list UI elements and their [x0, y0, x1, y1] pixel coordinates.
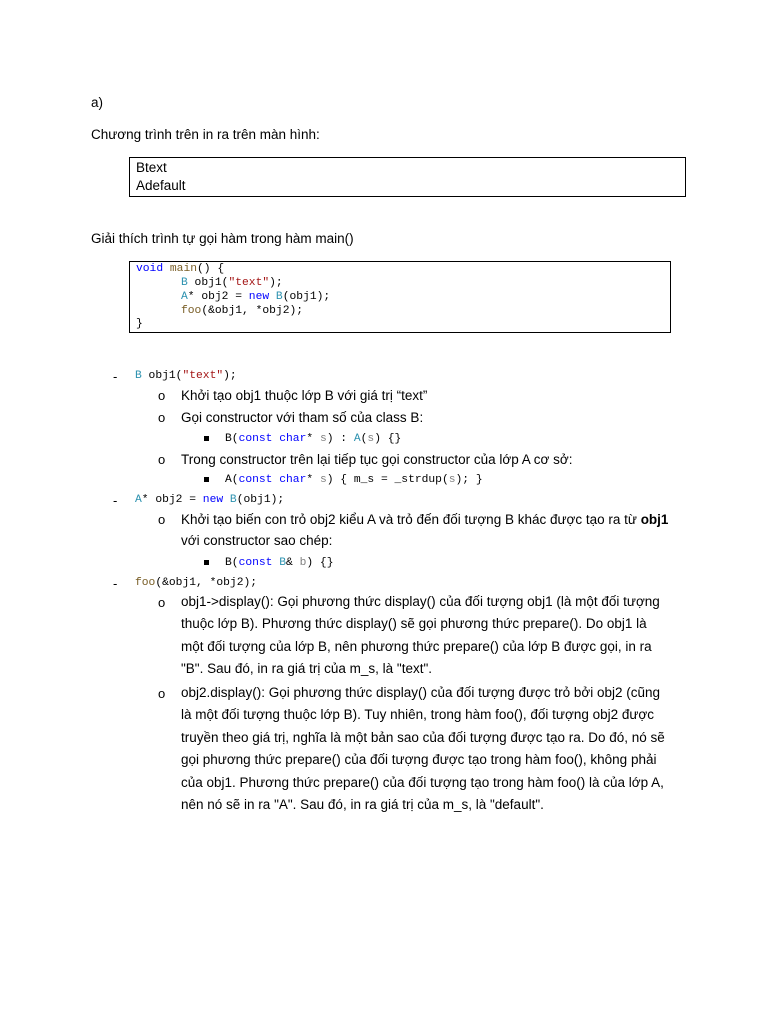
dash-bullet: - — [113, 493, 118, 508]
item2-sub1-code: B(const B& b) {} — [225, 557, 334, 569]
circle-bullet: o — [158, 452, 166, 467]
code-line-1: void main() { — [136, 263, 225, 275]
square-bullet — [204, 560, 209, 565]
item1-code: B obj1("text"); — [135, 370, 237, 382]
item2-sub1: Khởi tạo biến con trỏ obj2 kiểu A và trỏ đến đối tượng B khác được tạo ra từ obj1 — [181, 512, 669, 527]
item3-code: foo(&obj1, *obj2); — [135, 577, 258, 589]
circle-bullet: o — [158, 512, 166, 527]
circle-bullet: o — [158, 388, 166, 403]
item1-sub2: Gọi constructor với tham số của class B: — [181, 410, 424, 425]
item3-sub2: obj2.display(): Gọi phương thức display() của đối tượng được trỏ bởi obj2 (cũng là một đối tượng thuộc lớp B). Tuy nhiên, trong hàm foo(), đối tượng obj2 được truyền theo giá trị, nghĩa là một bản sao của đối tượng được tạo ra. Do đó, nó sẽ gọi phương thức prepare() của đối tượng được tạo trong hàm foo(), không phải của obj1. Phương thức prepare() của đối tượng tạo trong hàm foo() là của lớp A, nên nó sẽ in ra "A". Sau đó, in ra giá trị của m_s, là "default". — [181, 685, 665, 813]
output-intro: Chương trình trên in ra trên màn hình: — [91, 127, 320, 142]
item3-sub1: obj1->display(): Gọi phương thức display() của đối tượng obj1 (là một đối tượng thuộc lớp B). Phương thức display() sẽ gọi phương thức prepare(). Do obj1 là một đối tượng của lớp B, nên phương thức prepare() của lớp B được gọi, in ra "B". Sau đó, in ra giá trị của m_s, là "text". — [181, 594, 660, 677]
dash-bullet: - — [113, 369, 118, 384]
item1-sub1: Khởi tạo obj1 thuộc lớp B với giá trị “text” — [181, 388, 428, 403]
item2-code: A* obj2 = new B(obj1); — [135, 494, 285, 506]
code-line-2: B obj1("text"); — [181, 277, 283, 289]
circle-bullet: o — [158, 595, 166, 610]
section-heading: a) — [91, 95, 104, 110]
code-box — [129, 261, 671, 333]
output-line-1: Btext — [136, 160, 167, 175]
output-line-2: Adefault — [136, 178, 186, 193]
code-line-5: } — [136, 318, 143, 330]
circle-bullet: o — [158, 410, 166, 425]
explain-intro: Giải thích trình tự gọi hàm trong hàm main() — [91, 231, 354, 246]
code-line-3: A* obj2 = new B(obj1); — [181, 291, 331, 303]
square-bullet — [204, 477, 209, 482]
item1-sub3-code: A(const char* s) { m_s = _strdup(s); } — [225, 474, 483, 486]
item1-sub2-code: B(const char* s) : A(s) {} — [225, 433, 402, 445]
output-box — [129, 157, 686, 197]
item2-sub1-cont: với constructor sao chép: — [181, 533, 333, 548]
circle-bullet: o — [158, 686, 166, 701]
dash-bullet: - — [113, 576, 118, 591]
item1-sub3: Trong constructor trên lại tiếp tục gọi constructor của lớp A cơ sở: — [181, 452, 573, 467]
code-line-4: foo(&obj1, *obj2); — [181, 305, 304, 317]
square-bullet — [204, 436, 209, 441]
